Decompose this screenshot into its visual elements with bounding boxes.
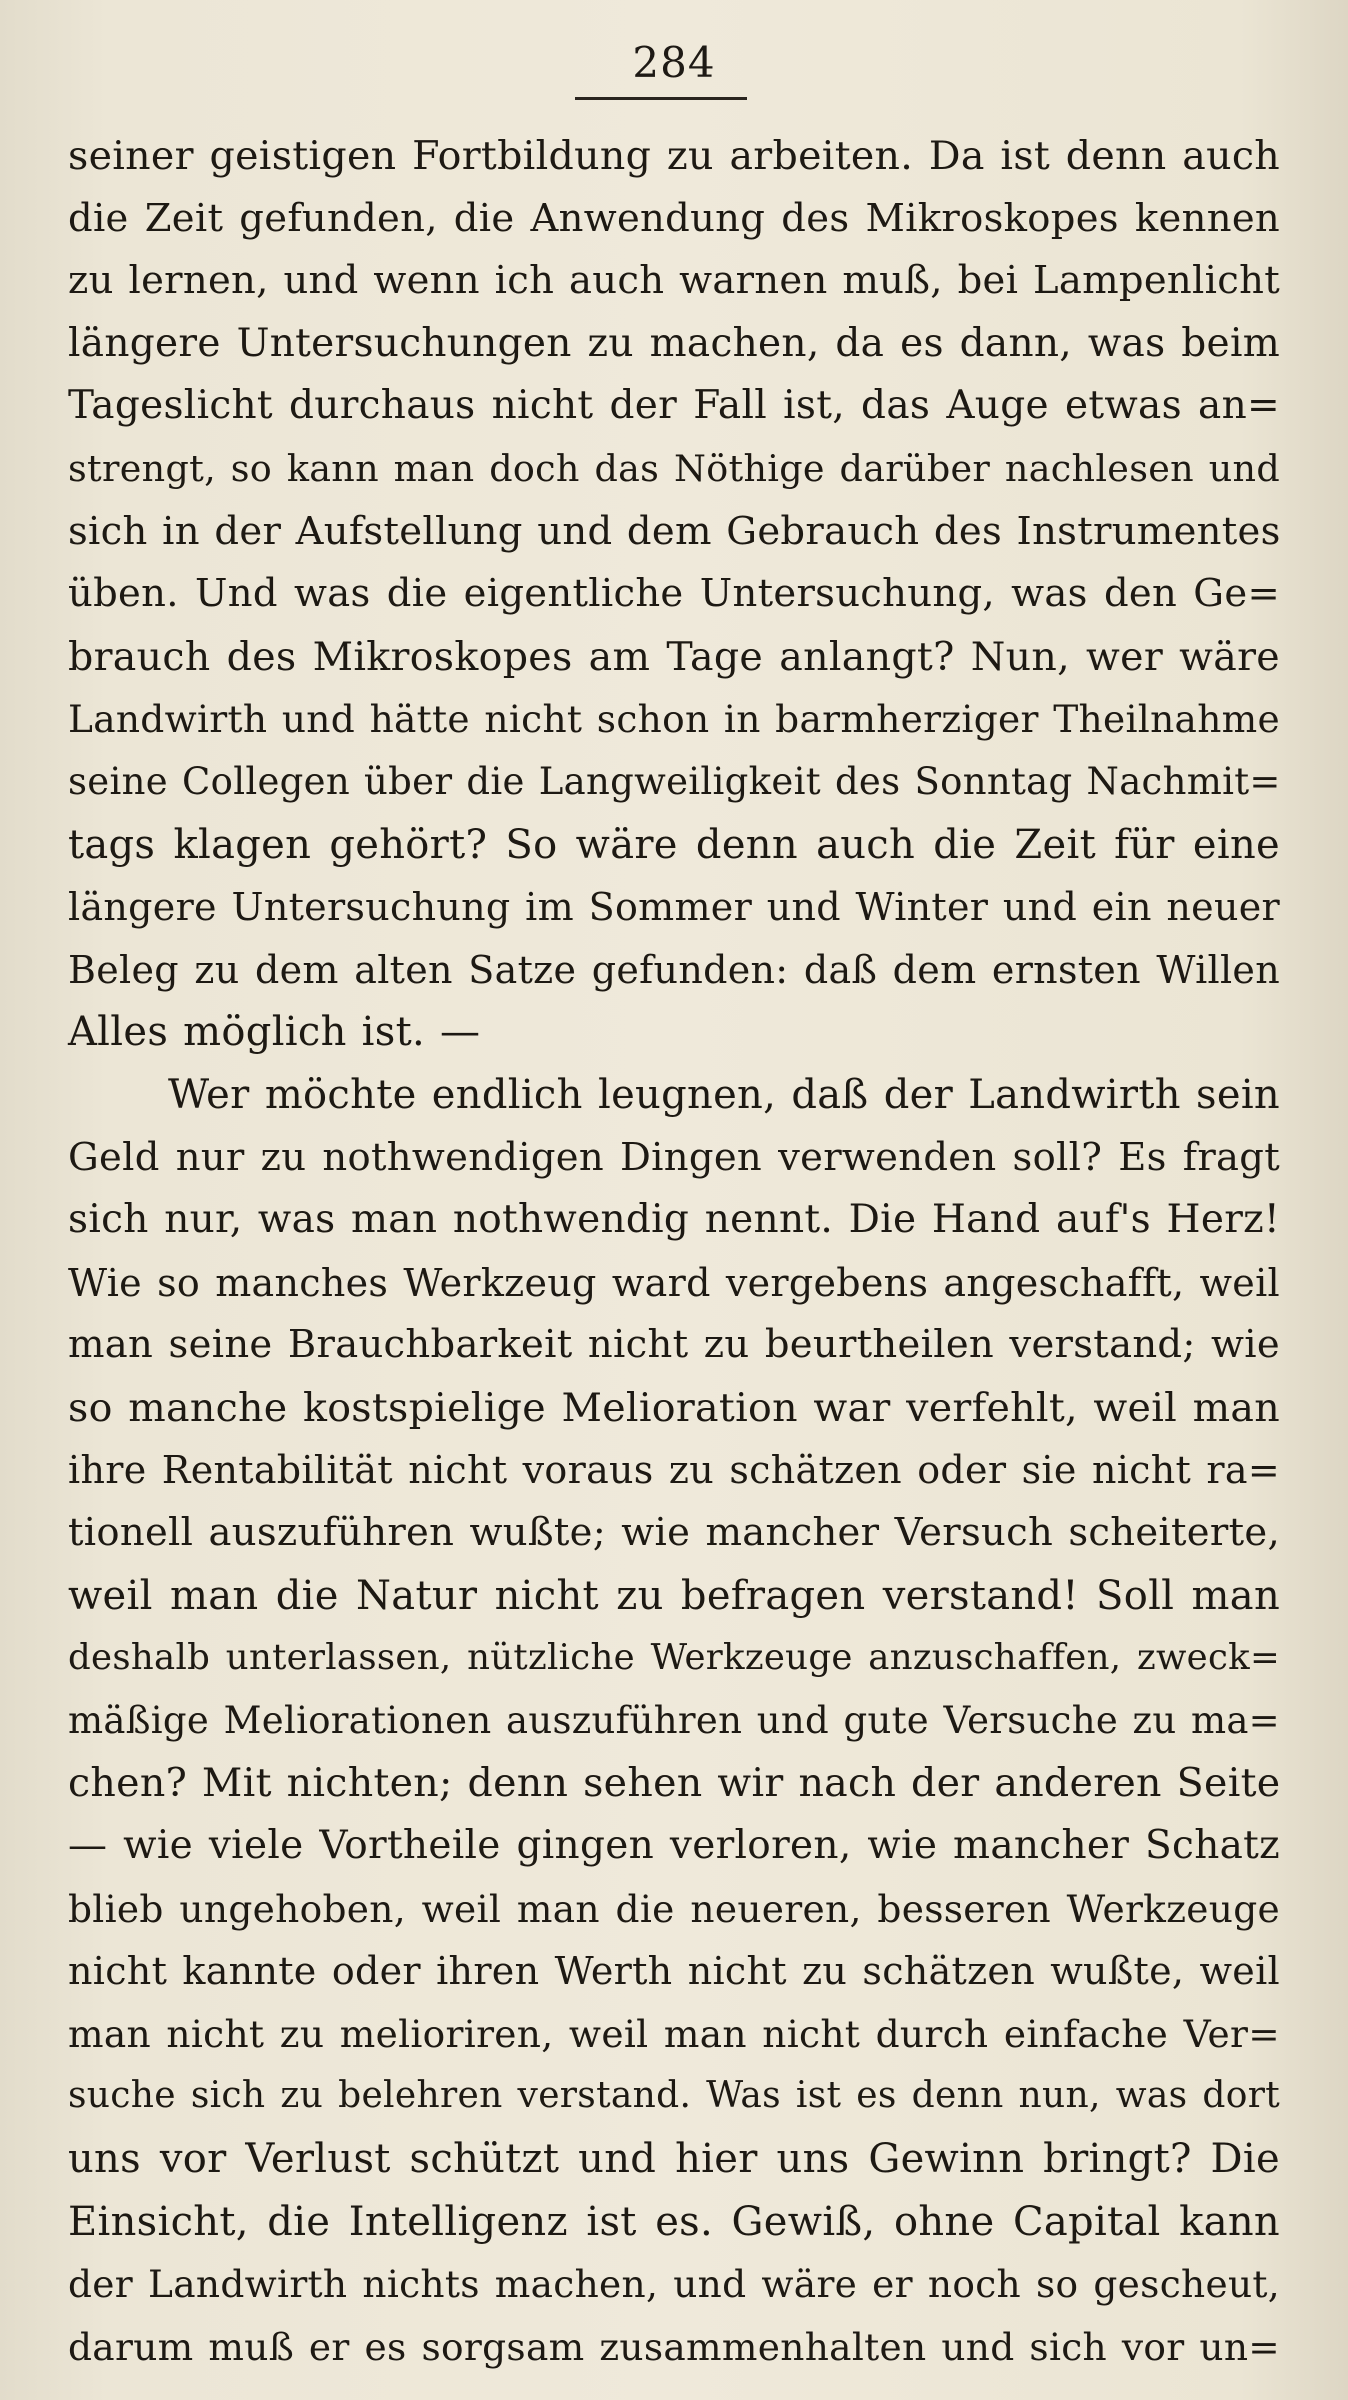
- text-line: weil man die Natur nicht zu befragen verstand! Soll man: [68, 1572, 1280, 1619]
- paragraph-end-line: Alles möglich ist. —: [68, 1009, 481, 1056]
- text-line: darum muß er es sorgsam zusammenhalten und sich vor un=: [68, 2324, 1280, 2369]
- text-line: so manche kostspielige Melioration war verfehlt, weil man: [68, 1384, 1280, 1431]
- text-line: Geld nur zu nothwendigen Dingen verwenden soll? Es fragt: [68, 1134, 1280, 1180]
- text-line: — wie viele Vortheile gingen verloren, wie mancher Schatz: [68, 1823, 1280, 1869]
- text-line: seiner geistigen Fortbildung zu arbeiten. Da ist denn auch: [68, 133, 1280, 179]
- text-line: man nicht zu melioriren, weil man nicht durch einfache Ver=: [68, 2011, 1280, 2056]
- text-line: Tageslicht durchaus nicht der Fall ist, das Auge etwas an=: [68, 383, 1280, 429]
- text-line: Wie so manches Werkzeug ward vergebens angeschafft, weil: [68, 1260, 1280, 1305]
- text-line: tionell auszuführen wußte; wie mancher Versuch scheiterte,: [68, 1510, 1280, 1556]
- text-line: Beleg zu dem alten Satze gefunden: daß dem ernsten Willen: [68, 947, 1280, 992]
- text-line: chen? Mit nichten; denn sehen wir nach der anderen Seite: [68, 1760, 1281, 1807]
- text-line: zu lernen, und wenn ich auch warnen muß, bei Lampenlicht: [68, 258, 1280, 304]
- text-line: seine Collegen über die Langweiligkeit des Sonntag Nachmit=: [68, 759, 1281, 803]
- text-line: strengt, so kann man doch das Nöthige darüber nachlesen und: [68, 446, 1280, 490]
- text-line: Landwirth und hätte nicht schon in barmherziger Theilnahme: [68, 697, 1280, 742]
- header-rule: [575, 97, 747, 100]
- text-line: längere Untersuchungen zu machen, da es dann, was beim: [68, 320, 1280, 366]
- text-line: sich nur, was man nothwendig nennt. Die Hand auf's Herz!: [68, 1197, 1280, 1243]
- paragraph-start-line: Wer möchte endlich leugnen, daß der Landwirth sein: [168, 1071, 1280, 1118]
- text-line: deshalb unterlassen, nützliche Werkzeuge anzuschaffen, zweck=: [68, 1637, 1280, 1679]
- text-line: längere Untersuchung im Sommer und Winter und ein neuer: [68, 885, 1280, 930]
- text-line: brauch des Mikroskopes am Tage anlangt? Nun, wer wäre: [68, 633, 1280, 680]
- body-text: [68, 125, 1280, 2378]
- page-number: 284: [632, 38, 716, 87]
- text-line: sich in der Aufstellung und dem Gebrauch des Instrumentes: [68, 508, 1281, 554]
- text-line: üben. Und was die eigentliche Untersuchung, was den Ge=: [68, 571, 1280, 617]
- text-line: uns vor Verlust schützt und hier uns Gewinn bringt? Die: [68, 2136, 1280, 2182]
- text-line: Einsicht, die Intelligenz ist es. Gewiß, ohne Capital kann: [68, 2198, 1280, 2245]
- text-line: der Landwirth nichts machen, und wäre er noch so gescheut,: [68, 2262, 1280, 2307]
- text-line: man seine Brauchbarkeit nicht zu beurtheilen verstand; wie: [68, 1322, 1280, 1368]
- text-line: nicht kannte oder ihren Werth nicht zu schätzen wußte, weil: [68, 1949, 1280, 1994]
- text-line: suche sich zu belehren verstand. Was ist es denn nun, was dort: [68, 2075, 1280, 2117]
- text-line: mäßige Meliorationen auszuführen und gute Versuche zu ma=: [68, 1698, 1280, 1742]
- text-line: tags klagen gehört? So wäre denn auch die Zeit für eine: [68, 821, 1280, 868]
- text-line: die Zeit gefunden, die Anwendung des Mikroskopes kennen: [68, 195, 1280, 241]
- text-line: ihre Rentabilität nicht voraus zu schätzen oder sie nicht ra=: [68, 1448, 1280, 1493]
- text-line: blieb ungehoben, weil man die neueren, besseren Werkzeuge: [68, 1886, 1280, 1931]
